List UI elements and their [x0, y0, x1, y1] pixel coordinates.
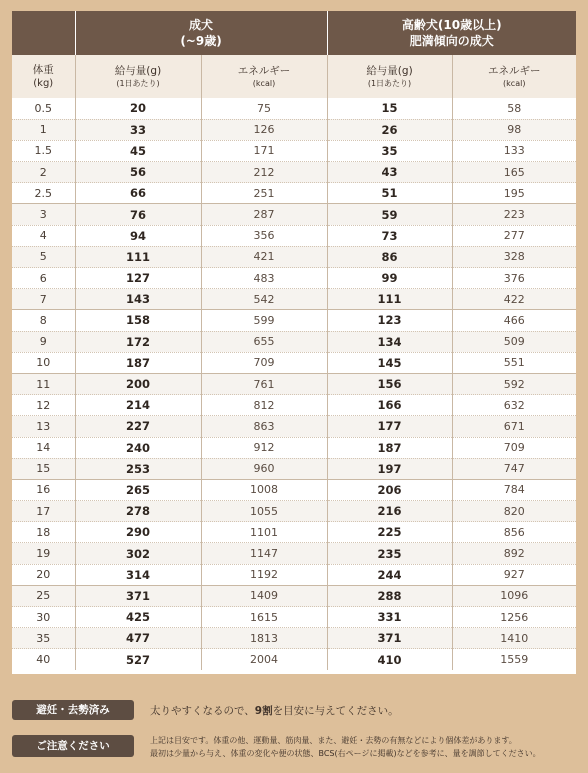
col-adult-amount-sub: (1日あたり): [116, 78, 160, 88]
adult-amount-cell: 265: [75, 479, 201, 500]
table-row: [12, 225, 576, 246]
col-senior-energy-header: [452, 55, 576, 98]
senior-amount-cell: 99: [327, 268, 452, 289]
adult-amount-cell: 302: [75, 543, 201, 564]
senior-amount-cell: 134: [327, 331, 452, 352]
header-adult-line1: 成犬: [188, 18, 213, 32]
senior-energy-cell: 592: [452, 373, 576, 394]
neutered-text: [150, 703, 399, 718]
header-senior-line1: 高齢犬(10歳以上): [401, 18, 502, 32]
adult-amount-cell: 425: [75, 607, 201, 628]
senior-energy-cell: 671: [452, 416, 576, 437]
senior-energy-cell: 856: [452, 522, 576, 543]
senior-energy-cell: 223: [452, 204, 576, 225]
adult-energy-cell: 212: [201, 162, 327, 183]
adult-energy-cell: 171: [201, 140, 327, 161]
adult-energy-cell: 1409: [201, 585, 327, 606]
adult-amount-cell: 314: [75, 564, 201, 585]
senior-amount-cell: 288: [327, 585, 452, 606]
caution-line-1: 上記は目安です。体重の他、運動量、筋肉量、また、避妊・去勢の有無などにより個体差があります。: [150, 736, 517, 745]
senior-energy-cell: 747: [452, 458, 576, 479]
adult-amount-cell: 94: [75, 225, 201, 246]
table-row: [12, 373, 576, 394]
adult-energy-cell: 812: [201, 395, 327, 416]
senior-amount-cell: 235: [327, 543, 452, 564]
table-row: [12, 289, 576, 310]
senior-amount-cell: 187: [327, 437, 452, 458]
adult-amount-cell: 127: [75, 268, 201, 289]
senior-amount-cell: 43: [327, 162, 452, 183]
neutered-text-before: 太りやすくなるので、: [150, 704, 255, 717]
col-adult-energy-unit: (kcal): [252, 78, 276, 88]
table-row: [12, 98, 576, 119]
senior-energy-cell: 328: [452, 246, 576, 267]
table-row: [12, 246, 576, 267]
header-senior: [327, 11, 576, 55]
col-adult-energy-label: エネルギー: [237, 64, 291, 77]
table-row: [12, 543, 576, 564]
senior-amount-cell: 15: [327, 98, 452, 119]
senior-amount-cell: 59: [327, 204, 452, 225]
adult-energy-cell: 542: [201, 289, 327, 310]
header-adult: [75, 11, 327, 55]
col-senior-amount-sub: (1日あたり): [367, 78, 412, 88]
adult-amount-cell: 477: [75, 628, 201, 649]
senior-energy-cell: 133: [452, 140, 576, 161]
senior-energy-cell: 509: [452, 331, 576, 352]
adult-energy-cell: 960: [201, 458, 327, 479]
adult-energy-cell: 75: [201, 98, 327, 119]
table-row: [12, 119, 576, 140]
table-row: [12, 479, 576, 500]
table-row: [12, 183, 576, 204]
table-row: [12, 628, 576, 649]
senior-amount-cell: 156: [327, 373, 452, 394]
adult-amount-cell: 187: [75, 352, 201, 373]
adult-energy-cell: 126: [201, 119, 327, 140]
caution-note: [12, 734, 541, 760]
adult-amount-cell: 111: [75, 246, 201, 267]
weight-cell: 0.5: [12, 98, 75, 119]
adult-amount-cell: 240: [75, 437, 201, 458]
adult-amount-cell: 45: [75, 140, 201, 161]
senior-amount-cell: 206: [327, 479, 452, 500]
adult-amount-cell: 172: [75, 331, 201, 352]
weight-cell: 14: [12, 437, 75, 458]
senior-energy-cell: 422: [452, 289, 576, 310]
adult-amount-cell: 227: [75, 416, 201, 437]
senior-amount-cell: 244: [327, 564, 452, 585]
senior-energy-cell: 98: [452, 119, 576, 140]
adult-energy-cell: 356: [201, 225, 327, 246]
table-row: [12, 268, 576, 289]
table-row: [12, 607, 576, 628]
adult-amount-cell: 33: [75, 119, 201, 140]
adult-energy-cell: 421: [201, 246, 327, 267]
senior-energy-cell: 195: [452, 183, 576, 204]
table-row: [12, 204, 576, 225]
adult-amount-cell: 290: [75, 522, 201, 543]
neutered-note: [12, 700, 399, 720]
adult-amount-cell: 158: [75, 310, 201, 331]
col-adult-energy-header: [201, 55, 327, 98]
table-row: [12, 458, 576, 479]
col-weight-unit: (kg): [33, 77, 54, 89]
adult-amount-cell: 56: [75, 162, 201, 183]
weight-cell: 40: [36, 653, 51, 667]
table-row: [12, 437, 576, 458]
adult-amount-cell: 66: [75, 183, 201, 204]
senior-amount-cell: 35: [327, 140, 452, 161]
weight-cell: 11: [12, 373, 75, 394]
header-adult-line2: (~9歳): [180, 34, 222, 48]
col-weight-header: [12, 55, 75, 98]
senior-amount-cell: 73: [327, 225, 452, 246]
adult-energy-cell: 1147: [201, 543, 327, 564]
senior-amount-cell: 197: [327, 458, 452, 479]
col-weight-label: 体重: [32, 63, 54, 76]
neutered-text-bold: 9割: [254, 704, 273, 717]
table-row: [12, 585, 576, 606]
weight-cell: 8: [12, 310, 75, 331]
table-row: [12, 352, 576, 373]
feeding-table: [12, 11, 576, 670]
adult-energy-cell: 251: [201, 183, 327, 204]
senior-energy-cell: 927: [452, 564, 576, 585]
weight-cell: 2: [12, 162, 75, 183]
caution-text: [150, 734, 541, 760]
header-senior-line2: 肥満傾向の成犬: [409, 34, 494, 48]
weight-cell: 19: [12, 543, 75, 564]
senior-amount-cell: 331: [327, 607, 452, 628]
senior-amount-cell: 111: [327, 289, 452, 310]
senior-amount-cell: 410: [327, 649, 452, 670]
table-row: [12, 564, 576, 585]
adult-energy-cell: 483: [201, 268, 327, 289]
senior-amount-cell: 371: [327, 628, 452, 649]
adult-energy-cell: 912: [201, 437, 327, 458]
senior-energy-cell: 709: [452, 437, 576, 458]
table-row: [12, 331, 576, 352]
weight-cell: 3: [12, 204, 75, 225]
senior-energy-cell: 820: [452, 501, 576, 522]
adult-energy-cell: 599: [201, 310, 327, 331]
weight-cell: 18: [12, 522, 75, 543]
senior-energy-cell: 784: [452, 479, 576, 500]
feeding-table-body: [12, 98, 576, 670]
adult-energy-cell: 287: [201, 204, 327, 225]
col-senior-amount-header: [327, 55, 452, 98]
weight-cell: 35: [12, 628, 75, 649]
adult-energy-cell: 1615: [201, 607, 327, 628]
col-senior-amount-label: 給与量(g): [366, 64, 413, 77]
col-senior-energy-unit: (kcal): [503, 78, 526, 88]
neutered-badge: 避妊・去勢済み: [12, 700, 134, 720]
weight-cell: 4: [12, 225, 75, 246]
senior-energy-cell: 892: [452, 543, 576, 564]
weight-cell: 9: [12, 331, 75, 352]
senior-amount-cell: 177: [327, 416, 452, 437]
table-row: [12, 416, 576, 437]
col-adult-amount-label: 給与量(g): [114, 64, 162, 77]
adult-energy-cell: 1055: [201, 501, 327, 522]
adult-energy-cell: 1192: [201, 564, 327, 585]
senior-energy-cell: 1410: [452, 628, 576, 649]
weight-cell: 15: [12, 458, 75, 479]
weight-cell: 12: [12, 395, 75, 416]
weight-cell: 13: [12, 416, 75, 437]
senior-energy-cell: 277: [452, 225, 576, 246]
senior-amount-cell: 26: [327, 119, 452, 140]
senior-energy-cell: 1559: [452, 649, 576, 670]
adult-energy-cell: 761: [201, 373, 327, 394]
senior-amount-cell: 216: [327, 501, 452, 522]
table-row: [12, 162, 576, 183]
caution-line-2: 最初は少量から与え、体重の変化や便の状態、BCS(右ページに掲載)などを参考に、量を調節してください。: [150, 749, 541, 758]
senior-energy-cell: 58: [452, 98, 576, 119]
senior-energy-cell: 632: [452, 395, 576, 416]
adult-energy-cell: 1008: [201, 479, 327, 500]
adult-amount-cell: 527: [75, 649, 201, 670]
weight-cell: 6: [12, 268, 75, 289]
adult-energy-cell: 1813: [201, 628, 327, 649]
weight-cell: 10: [12, 352, 75, 373]
feeding-table-panel: [12, 11, 576, 674]
weight-cell: 16: [12, 479, 75, 500]
adult-amount-cell: 214: [75, 395, 201, 416]
adult-energy-cell: 709: [201, 352, 327, 373]
weight-cell: 17: [12, 501, 75, 522]
senior-amount-cell: 86: [327, 246, 452, 267]
adult-energy-cell: 863: [201, 416, 327, 437]
weight-cell: 2.5: [12, 183, 75, 204]
senior-energy-cell: 165: [452, 162, 576, 183]
table-row: [12, 649, 576, 670]
senior-amount-cell: 145: [327, 352, 452, 373]
weight-cell: 30: [12, 607, 75, 628]
adult-amount-cell: 20: [75, 98, 201, 119]
header-blank: [12, 11, 75, 55]
weight-cell: 20: [12, 564, 75, 585]
senior-energy-cell: 376: [452, 268, 576, 289]
adult-amount-cell: 253: [75, 458, 201, 479]
adult-amount-cell: 278: [75, 501, 201, 522]
col-senior-energy-label: エネルギー: [488, 64, 541, 77]
table-row: [12, 140, 576, 161]
senior-amount-cell: 123: [327, 310, 452, 331]
senior-amount-cell: 51: [327, 183, 452, 204]
adult-amount-cell: 371: [75, 585, 201, 606]
adult-energy-cell: 655: [201, 331, 327, 352]
adult-amount-cell: 143: [75, 289, 201, 310]
adult-energy-cell: 1101: [201, 522, 327, 543]
table-row: [12, 395, 576, 416]
senior-amount-cell: 166: [327, 395, 452, 416]
senior-energy-cell: 1256: [452, 607, 576, 628]
table-row: [12, 310, 576, 331]
weight-cell: 7: [12, 289, 75, 310]
col-adult-amount-header: [75, 55, 201, 98]
adult-amount-cell: 200: [75, 373, 201, 394]
adult-energy-cell: 2004: [201, 649, 327, 670]
table-row: [12, 522, 576, 543]
weight-cell: 5: [12, 246, 75, 267]
adult-amount-cell: 76: [75, 204, 201, 225]
caution-badge: ご注意ください: [12, 735, 134, 757]
senior-energy-cell: 466: [452, 310, 576, 331]
senior-amount-cell: 225: [327, 522, 452, 543]
weight-cell: 25: [12, 585, 75, 606]
weight-cell: 1: [12, 119, 75, 140]
weight-cell: 1.5: [12, 140, 75, 161]
neutered-text-after: を目安に与えてください。: [272, 704, 399, 717]
senior-energy-cell: 551: [452, 352, 576, 373]
table-row: [12, 501, 576, 522]
senior-energy-cell: 1096: [452, 585, 576, 606]
